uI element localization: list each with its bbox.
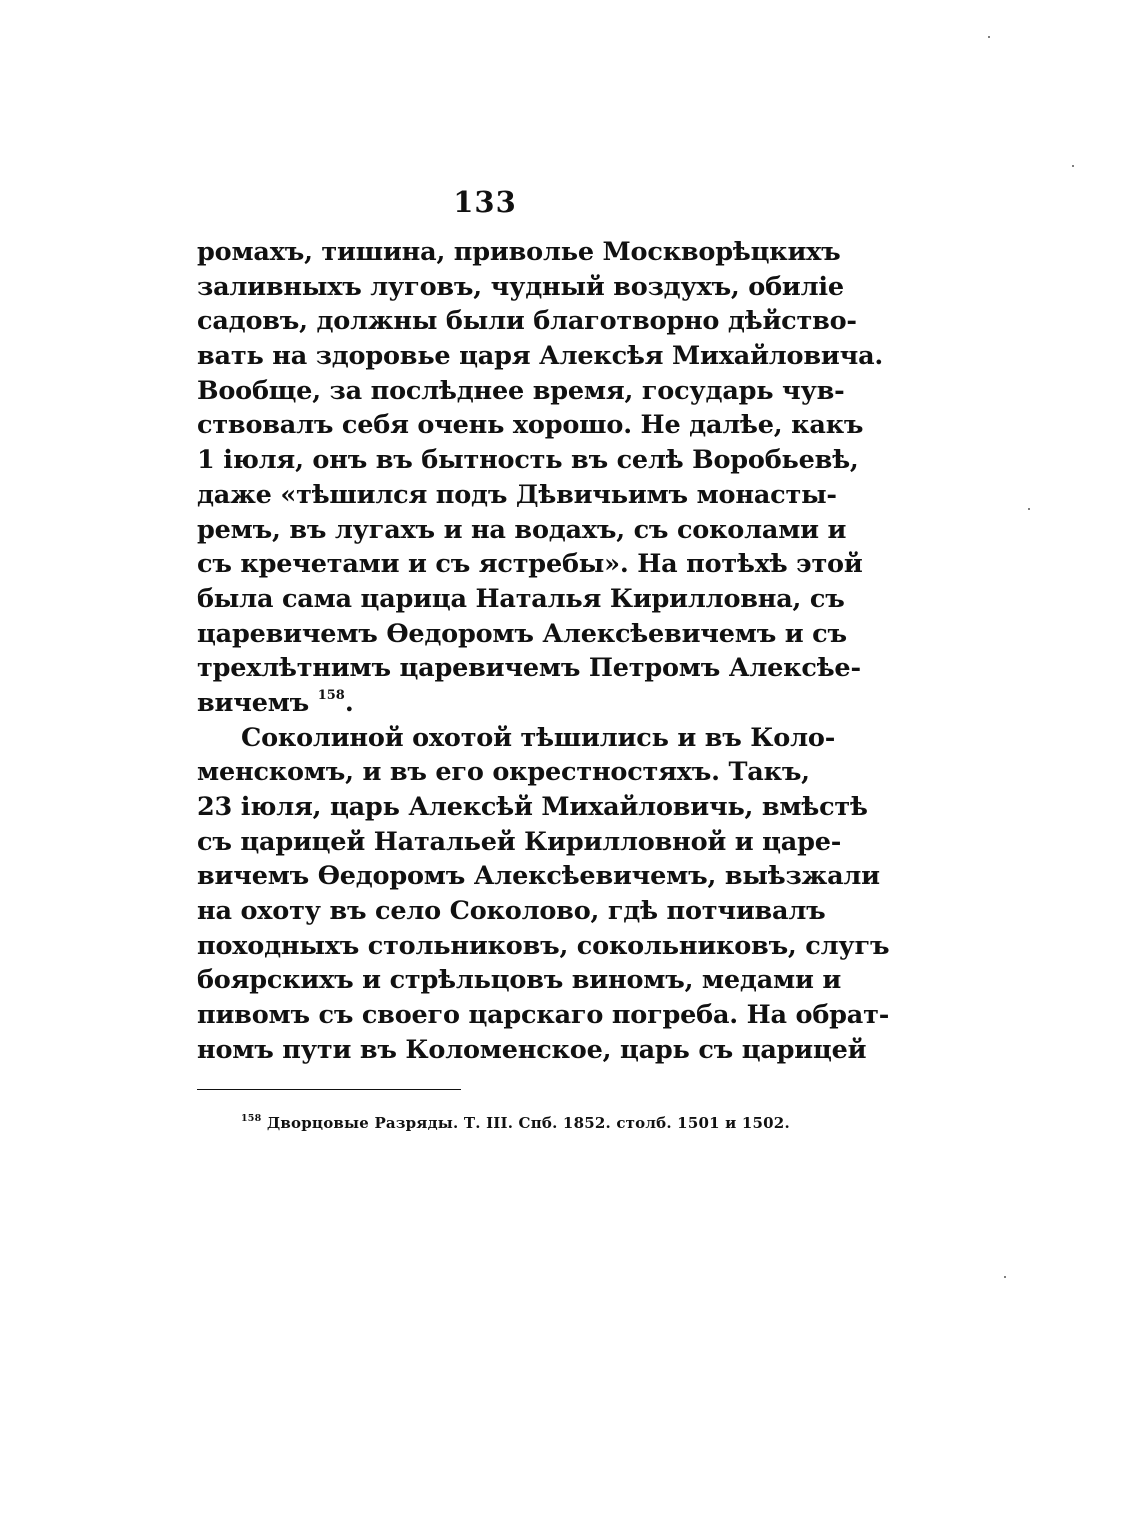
text-line-end: вичемъ [197, 687, 310, 718]
text-line: царевичемъ Ѳедоромъ Алексѣевичемъ и съ [197, 618, 847, 649]
text-line: номъ пути въ Коломенское, царь съ царицей [197, 1034, 867, 1065]
text-line: на охоту въ село Соколово, гдѣ потчивалъ [197, 896, 826, 927]
text-line: пивомъ съ своего царскаго погреба. На обрат- [197, 1000, 890, 1031]
text-line: ремъ, въ лугахъ и на водахъ, съ соколами и [197, 514, 847, 545]
text-line: 23 іюля, царь Алексѣй Михайловичь, вмѣстѣ [197, 792, 868, 822]
text-line: ромахъ, тишина, приволье Москворѣцкихъ [197, 237, 841, 267]
scan-speck [1004, 1276, 1006, 1278]
text-line: боярскихъ и стрѣльцовъ виномъ, медами и [197, 965, 842, 996]
body-text [197, 235, 890, 1068]
footnote-text: Дворцовые Разряды. Т. III. Спб. 1852. столб. 1501 и 1502. [266, 1114, 790, 1132]
text-line: трехлѣтнимъ царевичемъ Петромъ Алексѣе- [197, 653, 861, 684]
text-line: менскомъ, и въ его окрестностяхъ. Такъ, [197, 757, 810, 788]
scan-speck [1028, 508, 1030, 510]
text-line: вичемъ Ѳедоромъ Алексѣевичемъ, выѣзжали [197, 861, 880, 892]
page-number: 133 [453, 185, 517, 219]
footnote-divider [197, 1089, 461, 1090]
paragraph-end-line [197, 686, 773, 721]
text-line: ствовалъ себя очень хорошо. Не далѣе, какъ [197, 410, 864, 441]
text-line: заливныхъ луговъ, чудный воздухъ, обиліе [197, 271, 844, 302]
text-line: походныхъ стольниковъ, сокольниковъ, слугъ [197, 930, 890, 961]
scan-speck [988, 36, 990, 38]
text-line: была сама царица Наталья Кирилловна, съ [197, 583, 845, 614]
text-line: 1 іюля, онъ въ бытность въ селѣ Воробьевѣ, [197, 445, 859, 476]
paragraph-first-line: Соколиной охотой тѣшились и въ Коло- [241, 722, 836, 753]
scan-speck [1072, 165, 1074, 167]
text-line: даже «тѣшился подъ Дѣвичьимъ монасты- [197, 479, 837, 510]
footnote-reference[interactable]: 158 [317, 687, 345, 703]
text-line: съ царицей Натальей Кирилловной и царе- [197, 826, 842, 857]
text-line: вать на здоровье царя Алексѣя Михайловича. [197, 341, 884, 372]
footnote [241, 1110, 790, 1136]
text-line: садовъ, должны были благотворно дѣйство- [197, 306, 857, 337]
end-punctuation: . [344, 687, 354, 718]
footnote-number: 158 [241, 1113, 262, 1124]
text-line: Вообще, за послѣднее время, государь чув- [197, 375, 845, 406]
text-line: съ кречетами и съ ястребы». На потѣхѣ этой [197, 549, 863, 580]
